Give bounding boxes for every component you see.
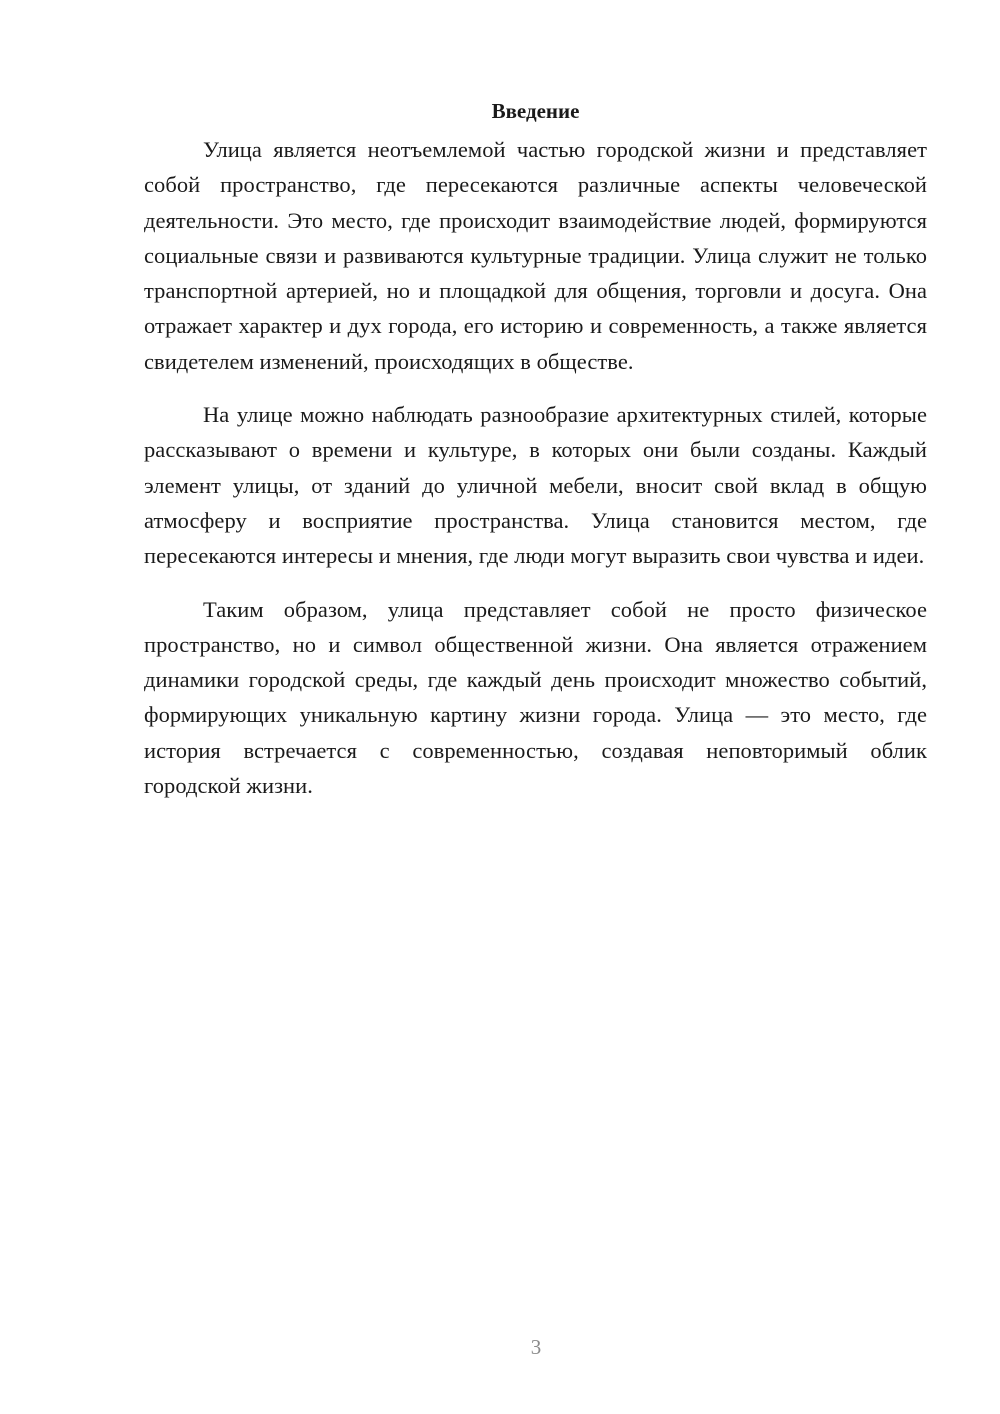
paragraph-2: На улице можно наблюдать разнообразие архитектурных стилей, которые рассказывают о времени и культуре, в которых они были созданы. Каждый элемент улицы, от зданий до уличной мебели, вносит свой вклад в общую атмосферу и восприятие пространства. Улица становится местом, где пересекаются интересы и мнения, где люди могут выразить свои чувства и идеи. [144, 402, 927, 569]
page-content [144, 96, 927, 821]
section-title: Введение [491, 99, 580, 123]
paragraph-1: Улица является неотъемлемой частью городской жизни и представляет собой пространство, где пересекаются различные аспекты человеческой деятельности. Это место, где происходит взаимодействие людей, формируются социальные связи и развиваются культурные традиции. Улица служит не только транспортной артерией, но и площадкой для общения, торговли и досуга. Она отражает характер и дух города, его историю и современность, а также является свидетелем изменений, происходящих в обществе. [144, 137, 927, 374]
paragraph-3: Таким образом, улица представляет собой не просто физическое пространство, но и символ общественной жизни. Она является отражением динамики городской среды, где каждый день происходит множество событий, формирующих уникальную картину жизни города. Улица — это место, где история встречается с современностью, создавая неповторимый облик городской жизни. [144, 596, 927, 799]
page-number: 3 [530, 1335, 542, 1359]
